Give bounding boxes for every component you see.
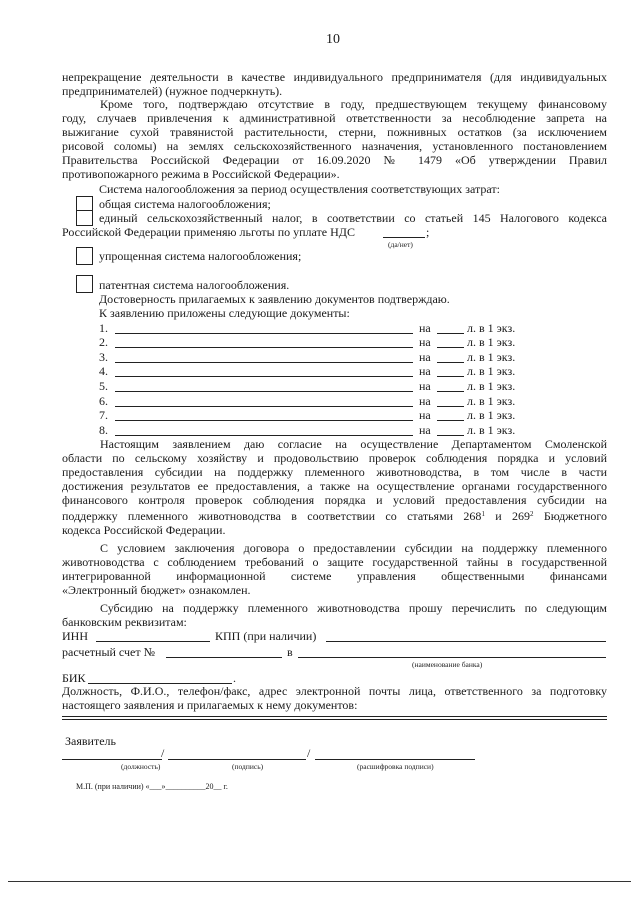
attachment-pages-label: л. в 1 экз.	[467, 408, 516, 422]
attachment-pages-label: л. в 1 экз.	[467, 423, 516, 437]
attachment-pages-field[interactable]	[437, 391, 464, 392]
account-field[interactable]	[166, 657, 282, 658]
attachment-pages-field[interactable]	[437, 406, 464, 407]
option-esn-label: единый сельскохозяйственный налог, в соответствии со статьей 145 Налогового кодекса	[99, 211, 607, 225]
attachment-pages-field[interactable]	[437, 347, 464, 348]
responsible-label-cont: настоящего заявления и прилагаемых к нему документов:	[62, 698, 358, 712]
attachment-pages-field[interactable]	[437, 376, 464, 377]
text-line: Кроме того, подтверждаю отсутствие в году, предшествующем текущему финансовому	[100, 97, 607, 111]
burning-declaration-paragraph	[62, 97, 607, 181]
attachment-number: 8.	[99, 423, 108, 437]
attachment-on-label: на	[419, 423, 431, 437]
attachment-on-label: на	[419, 321, 431, 335]
attachment-pages-field[interactable]	[437, 362, 464, 363]
attachment-pages-field[interactable]	[437, 420, 464, 421]
text-line: непрекращение деятельности в качестве индивидуального предпринимателя (для индивидуальных	[62, 70, 607, 84]
inn-label: ИНН	[62, 629, 88, 643]
attachment-name-field[interactable]	[115, 406, 413, 407]
attachments-heading: К заявлению приложены следующие документы:	[99, 306, 350, 320]
attachment-name-field[interactable]	[115, 376, 413, 377]
checkbox-esn-tax[interactable]	[76, 210, 93, 226]
attachment-pages-label: л. в 1 экз.	[467, 335, 516, 349]
attachment-pages-label: л. в 1 экз.	[467, 350, 516, 364]
signature-field[interactable]	[168, 759, 306, 760]
attachment-on-label: на	[419, 350, 431, 364]
attachment-pages-field[interactable]	[437, 333, 464, 334]
attachment-pages-label: л. в 1 экз.	[467, 394, 516, 408]
option-simplified-label: упрощенная система налогообложения;	[99, 249, 302, 263]
continuation-paragraph	[62, 70, 607, 98]
option-general-tax-label: общая система налогообложения;	[99, 197, 271, 211]
attachment-name-field[interactable]	[115, 362, 413, 363]
attachment-name-field[interactable]	[115, 420, 413, 421]
superscript: 2	[530, 510, 534, 518]
text-line: достижения результатов ее предоставления, а также на осуществление органами государственного	[62, 479, 607, 493]
text-line: году, случаев привлечения к административной ответственности за несоблюдение запрета на	[62, 111, 607, 125]
attachment-number: 4.	[99, 364, 108, 378]
signature-slash: /	[161, 746, 165, 760]
vat-benefit-field[interactable]	[383, 237, 425, 238]
attachment-name-field[interactable]	[115, 391, 413, 392]
text-line: рисовой соломы) на землях сельскохозяйственного назначения, установленного постановлением	[62, 139, 607, 153]
attachment-name-field[interactable]	[115, 347, 413, 348]
text-line: Настоящим заявлением даю согласие на осуществление Департаментом Смоленской	[100, 437, 607, 451]
decoding-field[interactable]	[315, 759, 475, 760]
text-line	[62, 507, 607, 523]
signature-hint: (подпись)	[232, 762, 264, 771]
state-secret-paragraph	[62, 541, 607, 597]
signature-slash: /	[307, 746, 311, 760]
responsible-field-2[interactable]	[62, 719, 607, 720]
text-line: Правительства Российской Федерации от 16.09.2020 № 1479 «Об утверждении Правил	[62, 153, 607, 167]
checkbox-simplified-tax[interactable]	[76, 247, 93, 265]
attachment-number: 3.	[99, 350, 108, 364]
text-line: животноводства с соблюдением требований о защите государственной тайны в государственной	[62, 555, 607, 569]
attachment-name-field[interactable]	[115, 435, 413, 436]
text-line: предоставления субсидии на поддержку племенного животноводства, в том числе в части	[62, 465, 607, 479]
attachment-number: 7.	[99, 408, 108, 422]
kpp-field[interactable]	[326, 641, 606, 642]
applicant-label: Заявитель	[65, 734, 116, 748]
consent-paragraph	[62, 437, 607, 537]
attachment-on-label: на	[419, 364, 431, 378]
bank-request-line-cont: банковским реквизитам:	[62, 615, 187, 629]
attachment-on-label: на	[419, 335, 431, 349]
text-span: поддержку племенного животноводства в соответствии со статьями 268	[62, 509, 482, 523]
attachment-number: 6.	[99, 394, 108, 408]
vat-benefit-hint: (да/нет)	[388, 240, 413, 249]
attachment-on-label: на	[419, 408, 431, 422]
attachment-name-field[interactable]	[115, 333, 413, 334]
tax-system-heading: Система налогообложения за период осуществления соответствующих затрат:	[99, 182, 500, 196]
bank-name-field[interactable]	[298, 657, 606, 658]
attachment-on-label: на	[419, 379, 431, 393]
text-line: интегрированной информационной системе управления общественными финансами	[62, 569, 607, 583]
bank-in-label: в	[287, 645, 293, 659]
attachment-pages-label: л. в 1 экз.	[467, 321, 516, 335]
option-patent-label: патентная система налогообложения.	[99, 278, 290, 292]
text-line: области по сельскому хозяйству и продовольствию проверок соблюдения порядка и условий	[62, 451, 607, 465]
attachment-pages-label: л. в 1 экз.	[467, 364, 516, 378]
attachment-number: 1.	[99, 321, 108, 335]
inn-field[interactable]	[96, 641, 210, 642]
text-span: Бюджетного	[533, 509, 607, 523]
bik-label: БИК	[62, 671, 86, 685]
bik-end: .	[233, 671, 236, 685]
responsible-label: Должность, Ф.И.О., телефон/факс, адрес электронной почты лица, ответственного за подготовку	[62, 684, 607, 698]
option-esn-end: ;	[426, 225, 430, 239]
attachment-number: 2.	[99, 335, 108, 349]
bank-request-line: Субсидию на поддержку племенного животноводства прошу перечислить по следующим	[100, 601, 607, 615]
kpp-label: КПП (при наличии)	[215, 629, 317, 643]
text-line: «Электронный бюджет» ознакомлен.	[62, 583, 251, 597]
checkbox-patent-tax[interactable]	[76, 275, 93, 293]
decoding-hint: (расшифровка подписи)	[357, 762, 434, 771]
attachment-pages-label: л. в 1 экз.	[467, 379, 516, 393]
superscript: 1	[481, 510, 485, 518]
page-number: 10	[326, 32, 340, 47]
responsible-field-1[interactable]	[62, 716, 607, 717]
text-line: С условием заключения договора о предоставлении субсидии на поддержку племенного	[100, 541, 607, 555]
text-line: противопожарного режима в Российской Федерации».	[62, 167, 340, 181]
page-bottom-divider	[8, 881, 631, 882]
text-line: выжигание сухой травянистой растительности, стерни, пожнивных остатков (за исключением	[62, 125, 607, 139]
position-field[interactable]	[62, 759, 162, 760]
stamp-date-line: М.П. (при наличии) «___»__________20__ г.	[76, 782, 228, 791]
attachment-on-label: на	[419, 394, 431, 408]
text-line: предпринимателей) (нужное подчеркнуть).	[62, 84, 283, 98]
bank-name-hint: (наименование банка)	[412, 660, 483, 669]
text-span: и 269	[484, 509, 531, 523]
reliability-statement: Достоверность прилагаемых к заявлению документов подтверждаю.	[99, 292, 450, 306]
attachment-number: 5.	[99, 379, 108, 393]
position-hint: (должность)	[121, 762, 161, 771]
text-line: кодекса Российской Федерации.	[62, 523, 226, 537]
text-line: финансового контроля проверок соблюдения порядка и условий предоставления субсидии на	[62, 493, 607, 507]
account-label: расчетный счет №	[62, 645, 156, 659]
attachment-pages-field[interactable]	[437, 435, 464, 436]
option-esn-label-cont: Российской Федерации применяю льготы по уплате НДС	[62, 225, 355, 239]
